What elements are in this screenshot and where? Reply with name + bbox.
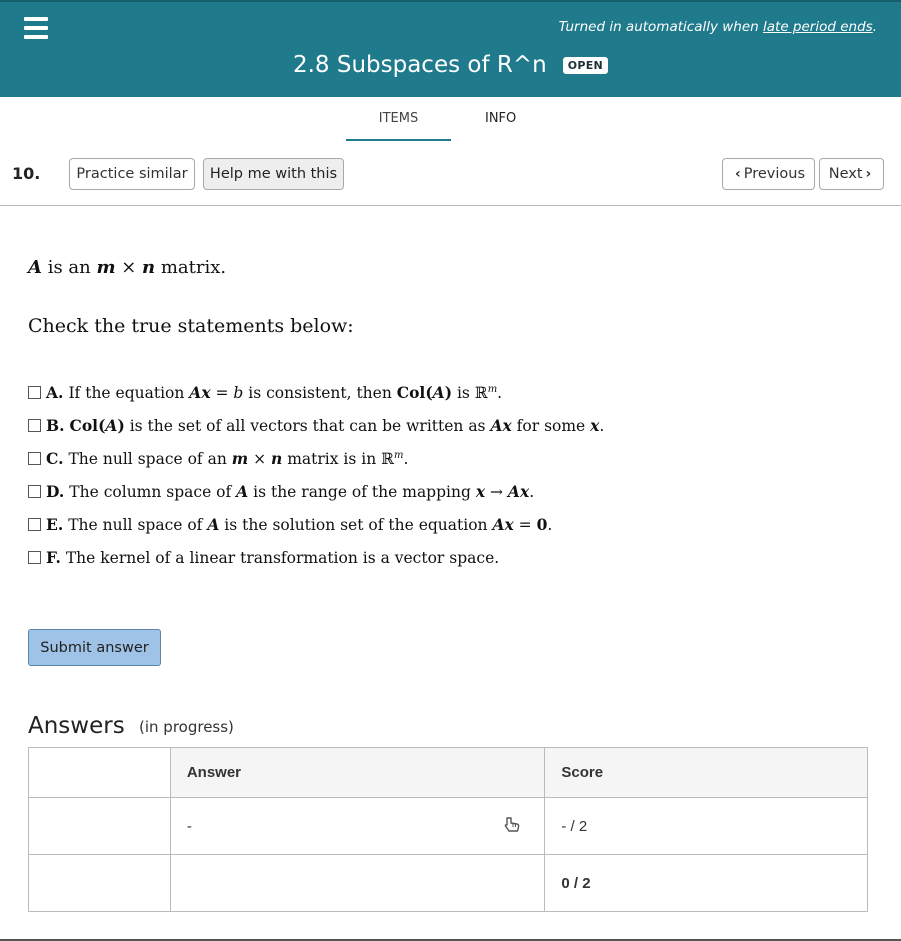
option-text: Col(A) is the set of all vectors that can be written as Ax for some x.: [69, 416, 605, 435]
option-a[interactable]: [28, 376, 604, 409]
option-letter: E.: [46, 515, 64, 534]
table-cell: [29, 798, 171, 855]
checkbox-f[interactable]: [28, 551, 41, 564]
option-letter: B.: [46, 416, 65, 435]
previous-button[interactable]: [722, 158, 815, 190]
answers-table: [28, 747, 868, 912]
answers-status: (in progress): [139, 718, 234, 736]
answer-value: -: [186, 817, 192, 835]
option-text: The column space of A is the range of the mapping x → Ax.: [69, 482, 535, 501]
checkbox-d[interactable]: [28, 485, 41, 498]
tab-bar: [0, 97, 901, 143]
checkbox-b[interactable]: [28, 419, 41, 432]
next-label: Next: [828, 166, 863, 182]
tab-items[interactable]: ITEMS: [378, 111, 419, 126]
column-header: Score: [545, 748, 868, 798]
score-cell: - / 2: [545, 798, 868, 855]
tab-info[interactable]: INFO: [485, 111, 517, 126]
question-toolbar: [0, 143, 901, 206]
question-intro: A is an m × n matrix.: [28, 257, 227, 278]
option-c[interactable]: [28, 442, 604, 475]
answers-title: Answers: [28, 713, 125, 739]
checkbox-e[interactable]: [28, 518, 41, 531]
hand-pointer-icon[interactable]: [502, 815, 522, 835]
turn-in-notice: [559, 19, 877, 35]
table-cell: [29, 855, 171, 912]
option-letter: C.: [46, 449, 64, 468]
turn-in-text: Turned in automatically when: [558, 19, 764, 35]
title-row: [0, 52, 901, 78]
practice-similar-button[interactable]: Practice similar: [69, 158, 195, 190]
option-text: The kernel of a linear transformation is a vector space.: [65, 548, 500, 567]
assignment-header: [0, 0, 901, 97]
option-d[interactable]: [28, 475, 604, 508]
option-f[interactable]: [28, 541, 604, 574]
checkbox-c[interactable]: [28, 452, 41, 465]
chevron-left-icon: ‹: [734, 166, 741, 182]
intro-text: is an: [41, 257, 97, 278]
status-badge: OPEN: [563, 57, 608, 74]
submit-answer-button[interactable]: Submit answer: [28, 629, 161, 666]
chevron-right-icon: ›: [865, 166, 872, 182]
question-prompt: Check the true statements below:: [28, 315, 354, 337]
checkbox-a[interactable]: [28, 386, 41, 399]
table-row: [29, 855, 868, 912]
column-header: [29, 748, 171, 798]
table-cell: [170, 798, 545, 855]
option-e[interactable]: [28, 508, 604, 541]
previous-label: Previous: [743, 166, 806, 182]
option-letter: F.: [46, 548, 61, 567]
table-header-row: [29, 748, 868, 798]
option-letter: A.: [46, 383, 64, 402]
option-text: If the equation Ax = b is consistent, then Col(A) is ℝ$^m$.: [68, 383, 503, 402]
option-letter: D.: [46, 482, 65, 501]
late-period-link[interactable]: late period ends: [763, 19, 873, 35]
option-text: The null space of an m × n matrix is in ℝ$^m$.: [68, 449, 409, 468]
option-b[interactable]: [28, 409, 604, 442]
hamburger-menu-icon[interactable]: [24, 17, 48, 39]
next-button[interactable]: [819, 158, 884, 190]
column-header: Answer: [170, 748, 545, 798]
total-score-cell: 0 / 2: [545, 855, 868, 912]
assignment-title: 2.8 Subspaces of R^n: [292, 52, 547, 78]
option-text: The null space of A is the solution set of the equation Ax = 0.: [68, 515, 553, 534]
intro-end: matrix.: [155, 257, 227, 278]
question-number: 10.: [12, 164, 41, 183]
options-list: [28, 376, 604, 574]
table-cell: [170, 855, 545, 912]
help-me-button[interactable]: Help me with this: [203, 158, 344, 190]
turn-in-suffix: .: [872, 19, 877, 35]
table-row: [29, 798, 868, 855]
active-tab-indicator: [346, 139, 451, 141]
